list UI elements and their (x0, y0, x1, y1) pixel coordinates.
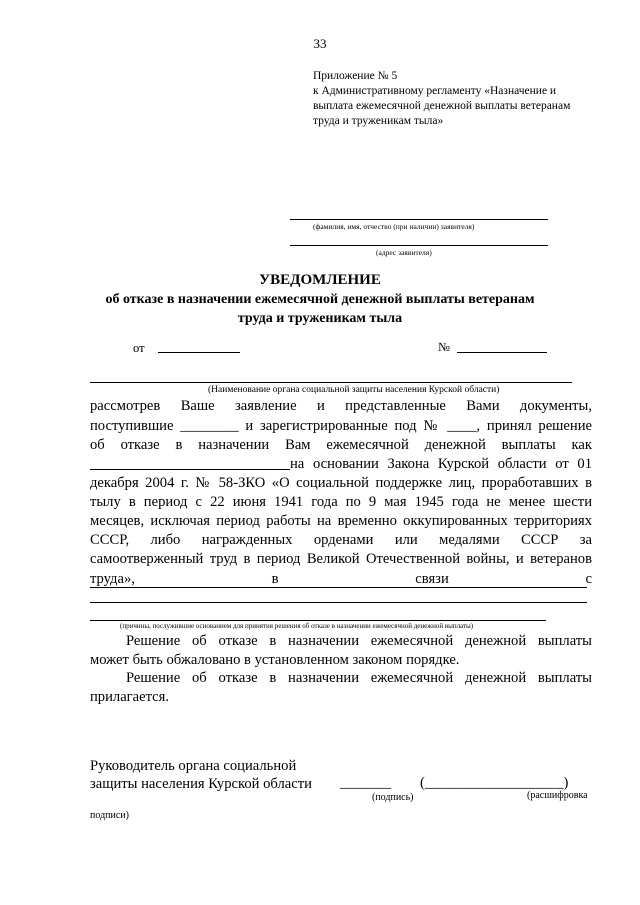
org-caption: (Наименование органа социальной защиты населения Курской области) (208, 385, 500, 395)
name-caption: (фамилия, имя, отчество (при наличии) заявителя) (313, 222, 475, 231)
document-subtitle: об отказе в назначении ежемесячной денежной выплаты ветеранам (105, 292, 535, 307)
number-label: № (438, 340, 450, 354)
date-blank-line (158, 352, 240, 353)
body-line: месяцев, исключая период работы на временно оккупированных территориях (90, 513, 592, 529)
signature-blank: _______ (340, 775, 392, 791)
body-line: тылу в период с 22 июня 1941 года по 9 мая 1945 года не менее шести (90, 494, 592, 510)
name-blank-line (290, 219, 548, 220)
body-line: на основании Закона Курской области от 01 (290, 456, 592, 472)
org-blank-line (90, 382, 572, 383)
reasons-blank-line (90, 602, 587, 603)
signatory-title: Руководитель органа социальной (90, 758, 297, 774)
reasons-blank-line (90, 587, 587, 588)
reasons-caption: (причины, послужившие основанием для принятия решения об отказе в назначении ежемесячной денежной выплаты) (120, 622, 474, 630)
body-line: СССР, либо награжденных орденами или медалями СССР за (90, 532, 592, 548)
body-line: об отказе в назначении Вам ежемесячной денежной выплаты как (90, 437, 592, 453)
address-caption: (адрес заявителя) (376, 248, 432, 257)
date-label: от (133, 341, 145, 355)
body-line: рассмотрев Ваше заявление и представленные Вами документы, (90, 398, 592, 414)
document-subtitle: труда и труженикам тыла (237, 311, 403, 326)
appendix-line: Приложение № 5 (313, 70, 398, 82)
appendix-line: труда и труженикам тыла» (313, 115, 444, 127)
appendix-line: к Административному регламенту «Назначение и (313, 85, 557, 97)
category-blank-line (90, 469, 290, 470)
reasons-blank-line (90, 620, 546, 621)
signatory-title: защиты населения Курской области (90, 776, 312, 792)
decode-caption: (расшифровка (527, 790, 588, 801)
signature-caption: (подпись) (372, 792, 414, 803)
appeal-line: Решение об отказе в назначении ежемесячной денежной выплаты (126, 633, 592, 649)
appendix-line: выплата ежемесячной денежной выплаты ветеранам (313, 100, 571, 112)
decode-caption-continued: подписи) (90, 810, 129, 821)
attached-line: Решение об отказе в назначении ежемесячной денежной выплаты (126, 670, 592, 686)
body-line: самоотверженный труд в период Великой Отечественной войны, и ветеранов (90, 551, 592, 567)
document-title: УВЕДОМЛЕНИЕ (259, 272, 381, 288)
body-line: декабря 2004 г. № 58-ЗКО «О социальной поддержке лиц, проработавших в (90, 475, 592, 491)
page-number: 33 (313, 36, 327, 51)
body-line: поступившие ________ и зарегистрированные под № ____, принял решение (90, 418, 592, 434)
appendix-header (313, 69, 613, 129)
decode-blank: (___________________) (420, 775, 569, 791)
number-blank-line (457, 352, 547, 353)
body-line: труда», в связи с (90, 571, 592, 587)
address-blank-line (290, 245, 548, 246)
appeal-line: может быть обжаловано в установленном законом порядке. (90, 652, 460, 668)
attached-line: прилагается. (90, 689, 170, 705)
